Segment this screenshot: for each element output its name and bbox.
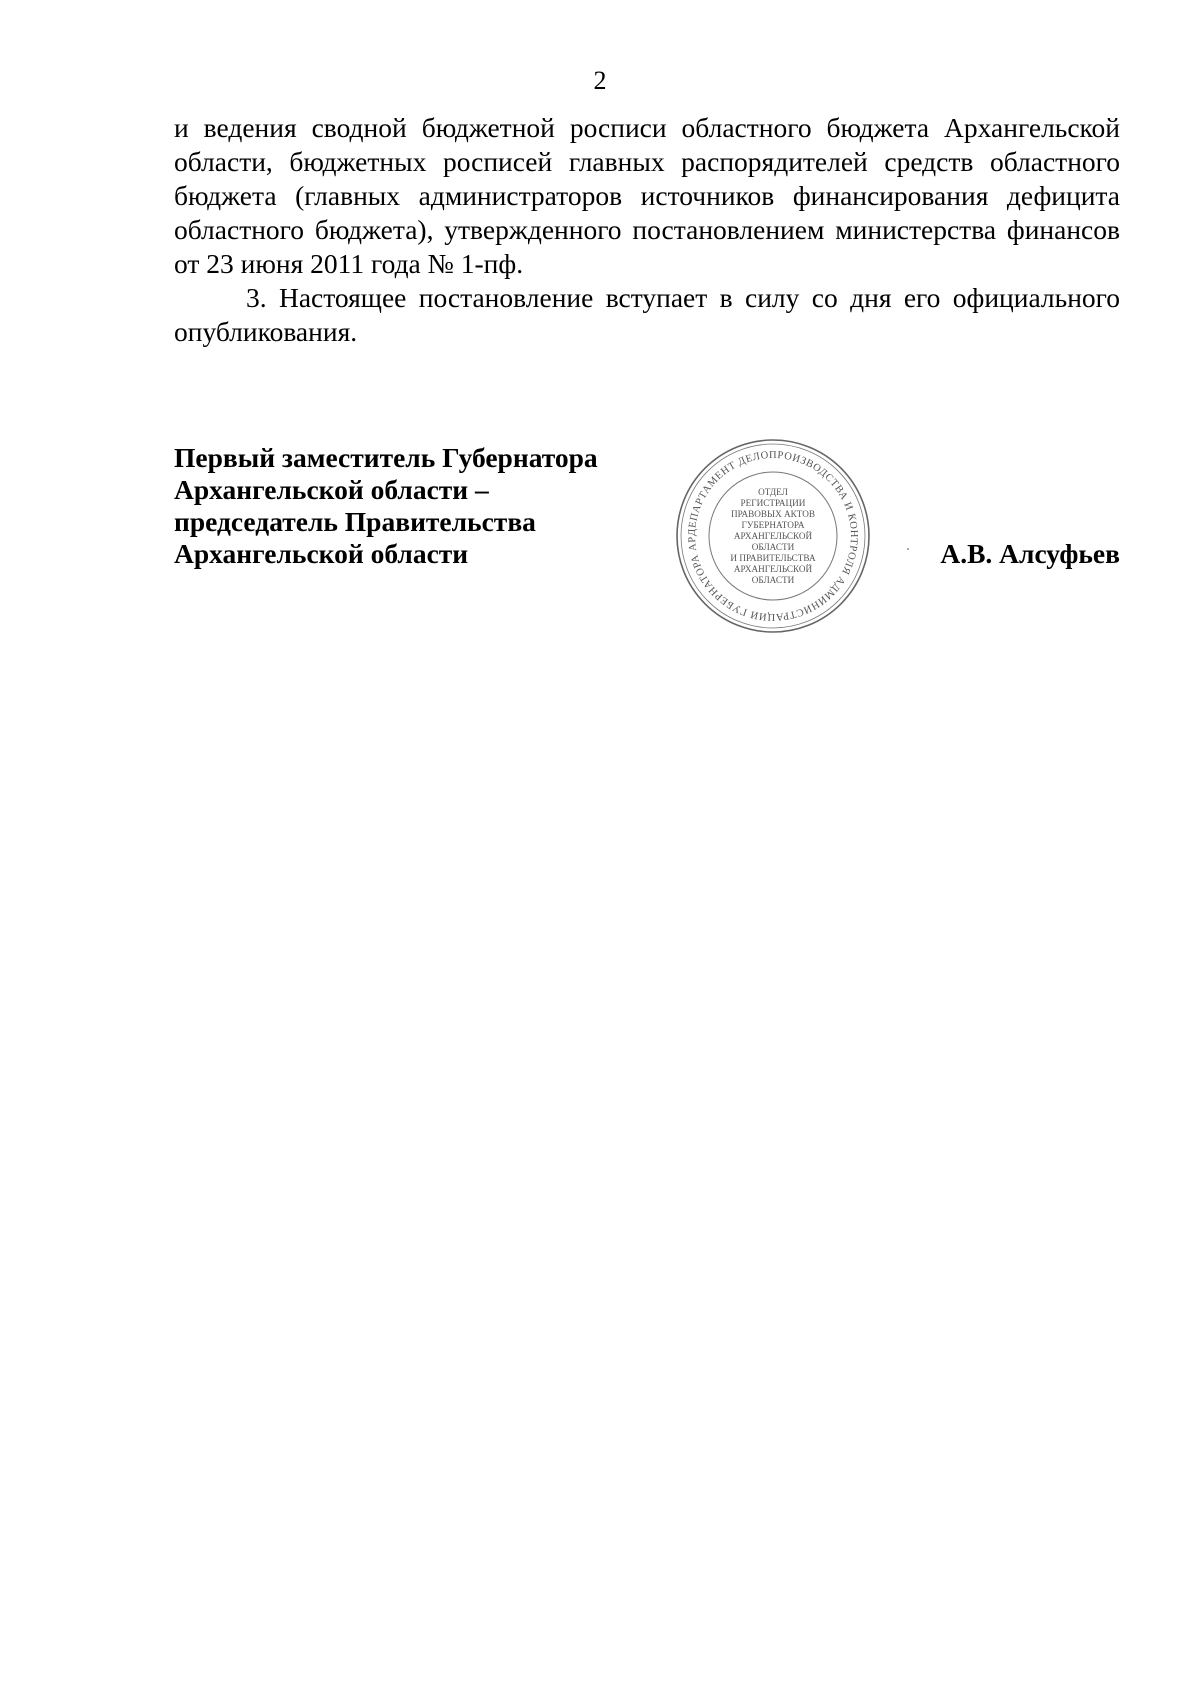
paragraph-2	[174, 281, 1120, 349]
paragraph-1-line: и ведения сводной бюджетной росписи областного бюджета Архангельской	[174, 112, 1120, 143]
paragraph-1-line: области, бюджетных росписей главных распорядителей средств областного	[174, 146, 1120, 177]
paragraph-1-line: от 23 июня 2011 года № 1-пф.	[174, 248, 524, 279]
document-body	[174, 111, 1120, 349]
margin-mark	[907, 548, 909, 550]
signatory-title-line: Архангельской области –	[174, 474, 489, 505]
signatory-title-line: председатель Правительства	[174, 506, 536, 537]
official-seal	[674, 437, 872, 635]
paragraph-1	[174, 111, 1120, 281]
seal-center-line: АРХАНГЕЛЬСКОЙ	[733, 531, 813, 541]
seal-center-line: ПРАВОВЫХ АКТОВ	[730, 509, 816, 519]
seal-center-line: ОБЛАСТИ	[751, 542, 795, 552]
seal-center-line: ГУБЕРНАТОРА	[741, 520, 805, 530]
paragraph-2-line: 3. Настоящее постановление вступает в силу со дня его официального	[246, 282, 1120, 313]
official-seal-graphic	[674, 437, 872, 635]
seal-center-line: АРХАНГЕЛЬСКОЙ	[733, 564, 813, 574]
seal-center-text	[730, 487, 816, 585]
seal-center-line: И ПРАВИТЕЛЬСТВА	[730, 553, 816, 563]
seal-ring-text: ДЕПАРТАМЕНТ ДЕЛОПРОИЗВОДСТВА И КОНТРОЛЯ АДМИНИСТРАЦИИ ГУБЕРНАТОРА АР	[686, 449, 860, 623]
signatory-title	[174, 442, 598, 570]
seal-center-line: ОБЛАСТИ	[751, 575, 795, 585]
paragraph-1-line: бюджета (главных администраторов источников финансирования дефицита	[174, 180, 1120, 211]
seal-center-line: ОТДЕЛ	[758, 487, 788, 497]
paragraph-2-line: опубликования.	[174, 316, 358, 347]
page-number: 2	[593, 66, 607, 95]
seal-center-line: РЕГИСТРАЦИИ	[740, 498, 806, 508]
signer-name: А.В. Алсуфьев	[940, 538, 1120, 569]
paragraph-1-line: областного бюджета), утвержденного постановлением министерства финансов	[174, 214, 1120, 245]
signatory-title-line: Первый заместитель Губернатора	[174, 442, 598, 473]
signatory-title-line: Архангельской области	[174, 538, 469, 569]
